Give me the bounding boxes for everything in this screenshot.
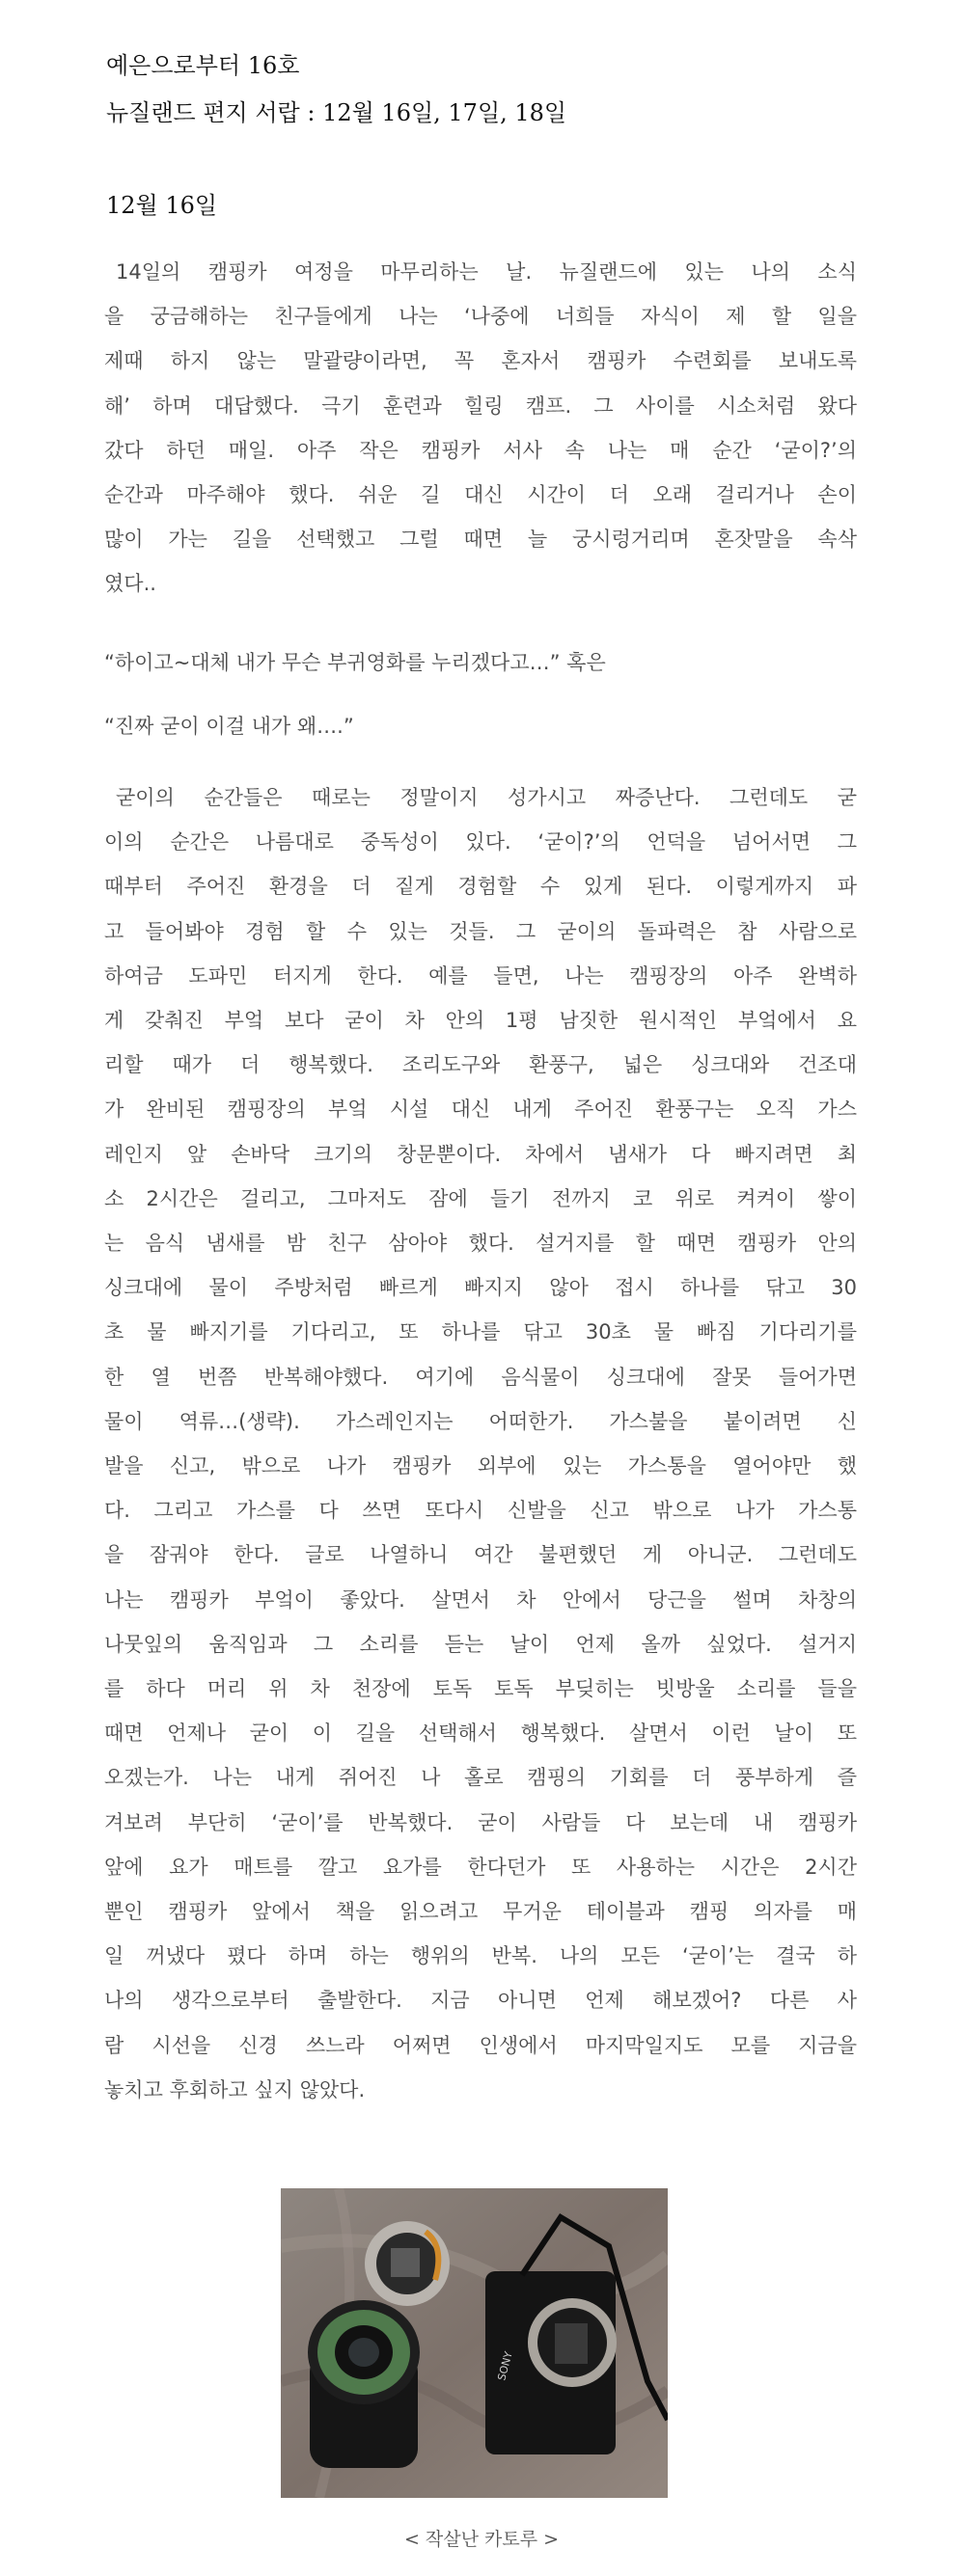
text-line: 겨보려 부단히 ‘굳이’를 반복했다. 굳이 사람들 다 보는데 내 캠핑카 [104,1810,857,1834]
text-line: 게 갖춰진 부엌 보다 굳이 차 안의 1평 남짓한 원시적인 부엌에서 요 [104,1009,857,1032]
text-line: 갔다 하던 매일. 아주 작은 캠핑카 서사 속 나는 매 순간 ‘굳이?’의 [104,438,857,462]
text-line: 싱크대에 물이 주방처럼 빠르게 빠지지 않아 접시 하나를 닦고 30 [104,1276,857,1300]
text-line: 때부터 주어진 환경을 더 짙게 경험할 수 있게 된다. 이렇게까지 파 [104,875,857,899]
text-line: 을 잠궈야 한다. 글로 나열하니 여간 불편했던 게 아니군. 그런데도 [104,1543,857,1567]
text-line: 굳이의 순간들은 때로는 정말이지 성가시고 짜증난다. 그런데도 굳 [116,786,857,809]
text-line: 을 궁금해하는 친구들에게 나는 ‘나중에 너희들 자식이 제 할 일을 [104,305,857,329]
text-line: 앞에 요가 매트를 깔고 요가를 한다던가 또 사용하는 시간은 2시간 [104,1855,857,1879]
text-line: 한 열 번쯤 반복해야했다. 여기에 음식물이 싱크대에 잘못 들어가면 [104,1365,857,1389]
text-line: 순간과 마주해야 했다. 쉬운 길 대신 시간이 더 오래 걸리거나 손이 [104,483,857,506]
text-line: 많이 가는 길을 선택했고 그럴 때면 늘 궁시렁거리며 혼잣말을 속삭 [104,528,857,552]
photo-caption: < 작살난 카토루 > [403,2529,560,2550]
text-line: 해’ 하며 대답했다. 극기 훈련과 힐링 캠프. 그 사이를 시소처럼 왔다 [104,393,857,418]
text-line: 놓치고 후회하고 싶지 않았다. [104,2077,366,2101]
text-line: 발을 신고, 밖으로 나가 캠핑카 외부에 있는 가스통을 열어야만 했 [104,1454,857,1478]
text-line: 를 하다 머리 위 차 천장에 토독 토독 부딪히는 빗방울 소리를 들을 [104,1677,857,1700]
text-line: 리할 때가 더 행복했다. 조리도구와 환풍구, 넓은 싱크대와 건조대 [104,1053,857,1077]
text-line: 일 꺼냈다 폈다 하며 하는 행위의 반복. 나의 모든 ‘굳이’는 결국 하 [104,1944,857,1968]
text-line: 뿐인 캠핑카 앞에서 책을 읽으려고 무거운 테이블과 캠핑 의자를 매 [104,1900,857,1923]
camera-photo-image [281,2188,668,2498]
text-line: “진짜 굳이 이걸 내가 왜….” [104,715,354,738]
text-line: 다. 그리고 가스를 다 쓰면 또다시 신발을 신고 밖으로 나가 가스통 [104,1499,857,1523]
text-line: 물이 역류…(생략). 가스레인지는 어떠한가. 가스불을 붙이려면 신 [104,1409,857,1433]
letter-title: 뉴질랜드 편지 서랍 : 12월 16일, 17일, 18일 [106,99,567,126]
text-line: 오겠는가. 나는 내게 쥐어진 나 홀로 캠핑의 기회를 더 풍부하게 즐 [104,1766,857,1790]
text-line: 때면 언제나 굳이 이 길을 선택해서 행복했다. 살면서 이런 날이 또 [104,1722,857,1746]
sony-logo: SONY [495,2349,515,2382]
text-line: 초 물 빠지기를 기다리고, 또 하나를 닦고 30초 물 빠짐 기다리기를 [104,1320,857,1344]
text-line: 나는 캠핑카 부엌이 좋았다. 살면서 차 안에서 당근을 썰며 차창의 [104,1587,857,1612]
text-line: 레인지 앞 손바닥 크기의 창문뿐이다. 차에서 냄새가 다 빠지려면 최 [104,1142,857,1166]
text-line: 하여금 도파민 터지게 한다. 예를 들면, 나는 캠핑장의 아주 완벽하 [104,963,857,988]
text-line: 람 시선을 신경 쓰느라 어쩌면 인생에서 마지막일지도 모를 지금을 [104,2033,857,2057]
camera-photo [281,2188,668,2498]
text-line: 가 완비된 캠핑장의 부엌 시설 대신 내게 주어진 환풍구는 오직 가스 [104,1098,857,1122]
text-line: 나의 생각으로부터 출발한다. 지금 아니면 언제 해보겠어? 다른 사 [104,1989,857,2013]
text-line: 나뭇잎의 움직임과 그 소리를 듣는 날이 언제 올까 싶었다. 설거지 [104,1632,857,1656]
text-line: 이의 순간은 나름대로 중독성이 있다. ‘굳이?’의 언덕을 넘어서면 그 [104,830,857,854]
text-line: 는 음식 냄새를 밤 친구 삼아야 했다. 설거지를 할 때면 캠핑카 안의 [104,1232,857,1255]
issue-heading: 예은으로부터 16호 [106,52,300,79]
text-line: “하이고~대체 내가 무슨 부귀영화를 누리겠다고…” 혹은 [104,651,606,674]
text-line: 제때 하지 않는 말괄량이라면, 꼭 혼자서 캠핑카 수련회를 보내도록 [104,349,857,373]
text-line: 14일의 캠핑카 여정을 마무리하는 날. 뉴질랜드에 있는 나의 소식 [116,260,857,284]
text-line: 소 2시간은 걸리고, 그마저도 잠에 들기 전까지 코 위로 켜켜이 쌓이 [104,1186,857,1210]
date-heading: 12월 16일 [106,192,218,219]
text-line: 고 들어봐야 경험 할 수 있는 것들. 그 굳이의 돌파력은 참 사람으로 [104,919,857,943]
text-line: 였다.. [104,572,156,596]
